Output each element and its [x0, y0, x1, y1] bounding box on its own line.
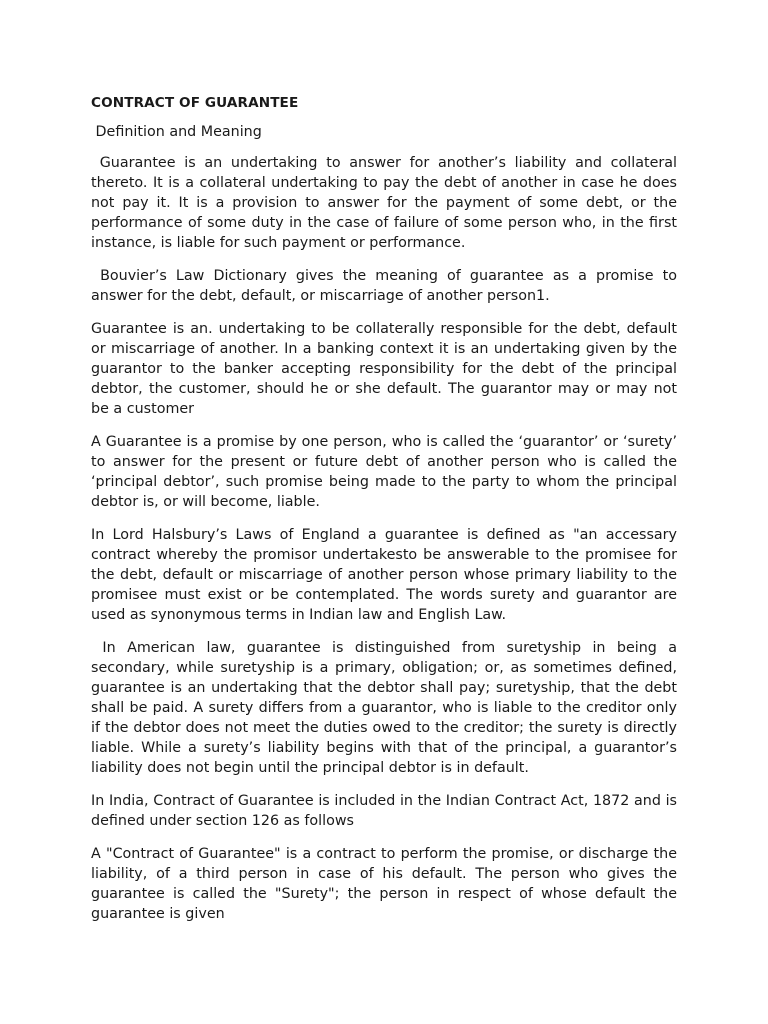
paragraph-banking-context: Guarantee is an. undertaking to be collaterally responsible for the debt, default or miscarriage of another. In a banking context it is an undertaking given by the guarantor to the banker accepting responsibility for the debt of the principal debtor, the customer, should he or she default. The guarantor may or may not be a customer [91, 321, 682, 417]
paragraph-definition: Guarantee is an undertaking to answer for another’s liability and collateral thereto. It is a collateral undertaking to pay the debt of another in case he does not pay it. It is a provision to answer for the payment of some debt, or the performance of some duty in the case of failure of some person who, in the first instance, is liable for such payment or performance. [91, 155, 682, 251]
paragraph-american-law: In American law, guarantee is distinguished from suretyship in being a secondary, while suretyship is a primary, obligation; or, as sometimes defined, guarantee is an undertaking that the debtor shall pay; suretyship, that the debt shall be paid. A surety differs from a guarantor, who is liable to the creditor only if the debtor does not meet the duties owed to the creditor; the surety is directly liable. While a surety’s liability begins with that of the principal, a guarantor’s liability does not begin until the principal debtor is in default. [91, 640, 682, 776]
paragraph-bouvier: Bouvier’s Law Dictionary gives the meaning of guarantee as a promise to answer for the debt, default, or miscarriage of another person1. [91, 268, 682, 304]
document-title: CONTRACT OF GUARANTEE [91, 95, 299, 111]
paragraph-section-126: A "Contract of Guarantee" is a contract to perform the promise, or discharge the liability, of a third person in case of his default. The person who gives the guarantee is called the "Surety"; the person in respect of whose default the guarantee is given [91, 846, 682, 922]
section-heading: Definition and Meaning [91, 124, 262, 140]
paragraph-promise: A Guarantee is a promise by one person, who is called the ‘guarantor’ or ‘surety’ to answer for the present or future debt of another person who is called the ‘principal debtor’, such promise being made to the party to whom the principal debtor is, or will become, liable. [91, 434, 682, 510]
paragraph-halsbury: In Lord Halsbury’s Laws of England a guarantee is defined as "an accessary contract whereby the promisor undertakesto be answerable to the promisee for the debt, default or miscarriage of another person whose primary liability to the promisee must exist or be contemplated. The words surety and guarantor are used as synonymous terms in Indian law and English Law. [91, 527, 682, 623]
document-body [91, 93, 682, 937]
paragraph-india: In India, Contract of Guarantee is included in the Indian Contract Act, 1872 and is defined under section 126 as follows [91, 793, 682, 829]
